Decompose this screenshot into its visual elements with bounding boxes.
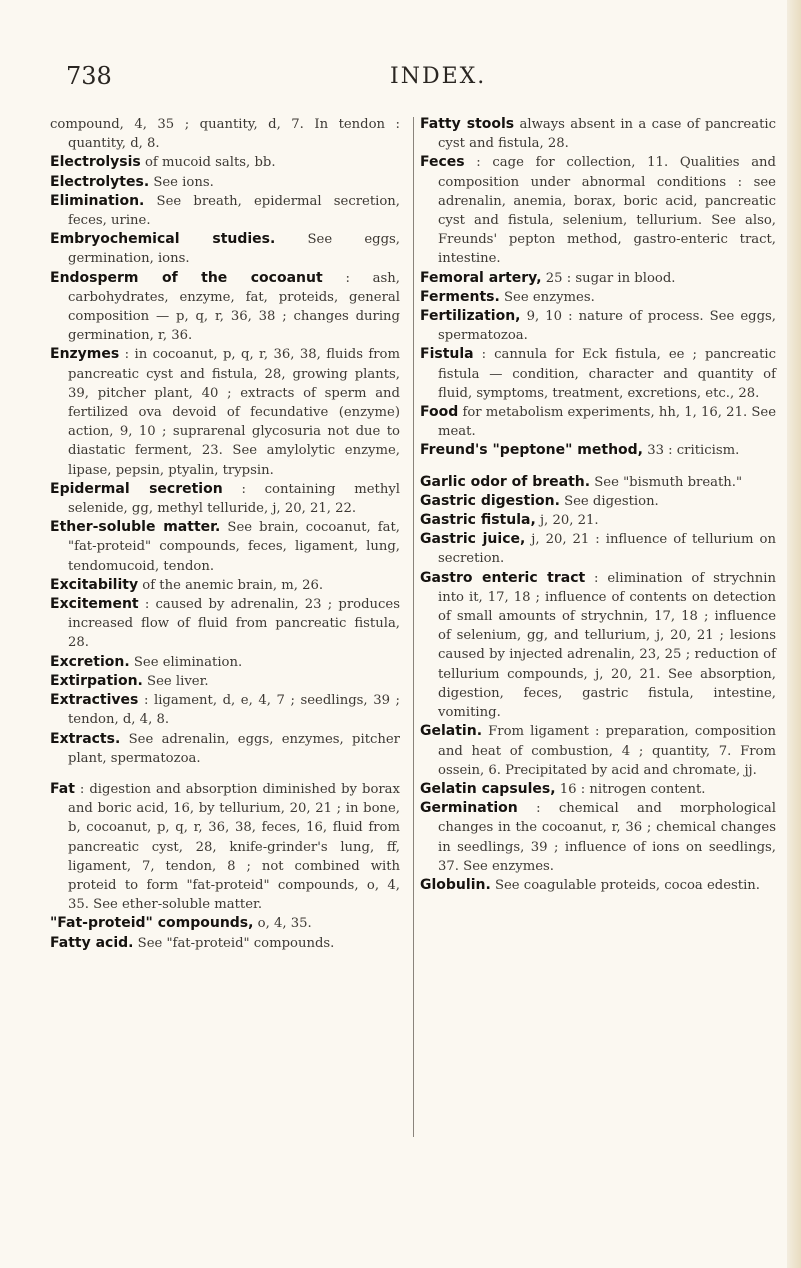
index-entry: Gastro enteric tract : elimination of strychnin into it, 17, 18 ; influence of contents on detection of small amounts of strychnin, 17, 18 ; influence of selenium, gg, and tellurium, j, 20, 21 ; lesions caused by injected adrenalin, 23, 25 ; reduction of tellurium compounds, j, 20, 21. See absorption, digestion, feces, gastric fistula, intestine, vomiting. (420, 569, 776, 721)
index-entry: Electrolysis of mucoid salts, bb. (50, 154, 276, 171)
index-entry: Gelatin. From ligament : preparation, composition and heat of combustion, 4 ; quantity, 7. From ossein, 6. Precipitated by acid and chromate, jj. (420, 723, 776, 778)
index-entry: Embryochemical studies. See eggs, germination, ions. (50, 231, 400, 267)
index-entry: Fistula : cannula for Eck fistula, ee ; pancreatic fistula — condition, character and quantity of fluid, symptoms, treatment, excretions, etc., 28. (420, 346, 776, 401)
index-column-left (50, 115, 400, 953)
index-entry: Endosperm of the cocoanut : ash, carbohydrates, enzyme, fat, proteids, general composition — p, q, r, 36, 38 ; changes during germination, r, 36. (50, 269, 400, 344)
index-entry: "Fat-proteid" compounds, o, 4, 35. (50, 915, 312, 932)
page-number: 738 (66, 62, 112, 90)
index-entry: Excretion. See elimination. (50, 653, 243, 670)
index-entry: Epidermal secretion : containing methyl selenide, gg, methyl telluride, j, 20, 21, 22. (50, 480, 400, 517)
index-entry: Freund's "peptone" method, 33 : criticism. (420, 442, 740, 459)
index-entry: Germination : chemical and morphological changes in the cocoanut, r, 36 ; chemical changes in seedlings, 39 ; influence of ions on seedlings, 37. See enzymes. (420, 800, 776, 874)
index-entry: Electrolytes. See ions. (50, 173, 214, 190)
index-entry: Gelatin capsules, 16 : nitrogen content. (420, 780, 706, 797)
index-entry: Gastric juice, j, 20, 21 : influence of tellurium on secretion. (420, 531, 776, 567)
index-entry: Femoral artery, 25 : sugar in blood. (420, 269, 676, 286)
index-entry: Globulin. See coagulable proteids, cocoa edestin. (420, 876, 760, 893)
index-entry: Fatty acid. See "fat-proteid" compounds. (50, 934, 335, 951)
column-divider (413, 117, 414, 1137)
index-entry: Extirpation. See liver. (50, 672, 209, 689)
index-entry: Garlic odor of breath. See "bismuth breath." (420, 473, 743, 490)
index-entry: Excitement : caused by adrenalin, 23 ; produces increased flow of fluid from pancreatic fistula, 28. (50, 596, 400, 651)
index-entry: Ether-soluble matter. See brain, cocoanut, fat, "fat-proteid" compounds, feces, ligament, lung, tendomucoid, tendon. (50, 519, 400, 574)
index-column-right (420, 115, 776, 895)
running-title: INDEX. (390, 64, 487, 89)
index-entry: Enzymes : in cocoanut, p, q, r, 36, 38, fluids from pancreatic cyst and fistula, 28, growing plants, 39, pitcher plant, 40 ; extracts of sperm and fertilized ova devoid of fecundative (enzyme) action, 9, 10 ; suprarenal glycosuria not due to diastatic ferment, 23. See amylolytic enzyme, lipase, pepsin, ptyalin, trypsin. (50, 346, 400, 478)
index-entry: Fat : digestion and absorption diminished by borax and boric acid, 16, by tellurium, 20, 21 ; in bone, b, cocoanut, p, q, r, 36, 38, feces, 16, fluid from pancreatic cyst, 28, knife-grinder's lung, ff, ligament, 7, tendon, 8 ; not combined with proteid to form "fat-proteid" compounds, o, 4, 35. See ether-soluble matter. (50, 780, 400, 913)
index-entry: Elimination. See breath, epidermal secretion, feces, urine. (50, 192, 400, 229)
index-entry: Extracts. See adrenalin, eggs, enzymes, pitcher plant, spermatozoa. (50, 730, 400, 766)
index-entry: Food for metabolism experiments, hh, 1, 16, 21. See meat. (420, 404, 776, 440)
index-entry: Extractives : ligament, d, e, 4, 7 ; seedlings, 39 ; tendon, d, 4, 8. (50, 692, 400, 728)
page-edge-shadow (787, 0, 801, 1268)
index-entry: Gastric fistula, j, 20, 21. (420, 512, 599, 529)
index-entry: Excitability of the anemic brain, m, 26. (50, 576, 324, 593)
index-entry: Ferments. See enzymes. (420, 288, 595, 305)
index-entry: compound, 4, 35 ; quantity, d, 7. In tendon : quantity, d, 8. (50, 117, 400, 152)
index-entry: Fatty stools always absent in a case of pancreatic cyst and fistula, 28. (420, 116, 777, 152)
index-entry: Feces : cage for collection, 11. Qualities and composition under abnormal conditions : see adrenalin, anemia, borax, boric acid, pancreatic cyst and fistula, selenium, tellurium. See also, Freunds' pepton method, gastro-enteric tract, intestine. (420, 154, 776, 267)
index-entry: Fertilization, 9, 10 : nature of process. See eggs, spermatozoa. (420, 308, 776, 344)
index-entry: Gastric digestion. See digestion. (420, 492, 659, 509)
